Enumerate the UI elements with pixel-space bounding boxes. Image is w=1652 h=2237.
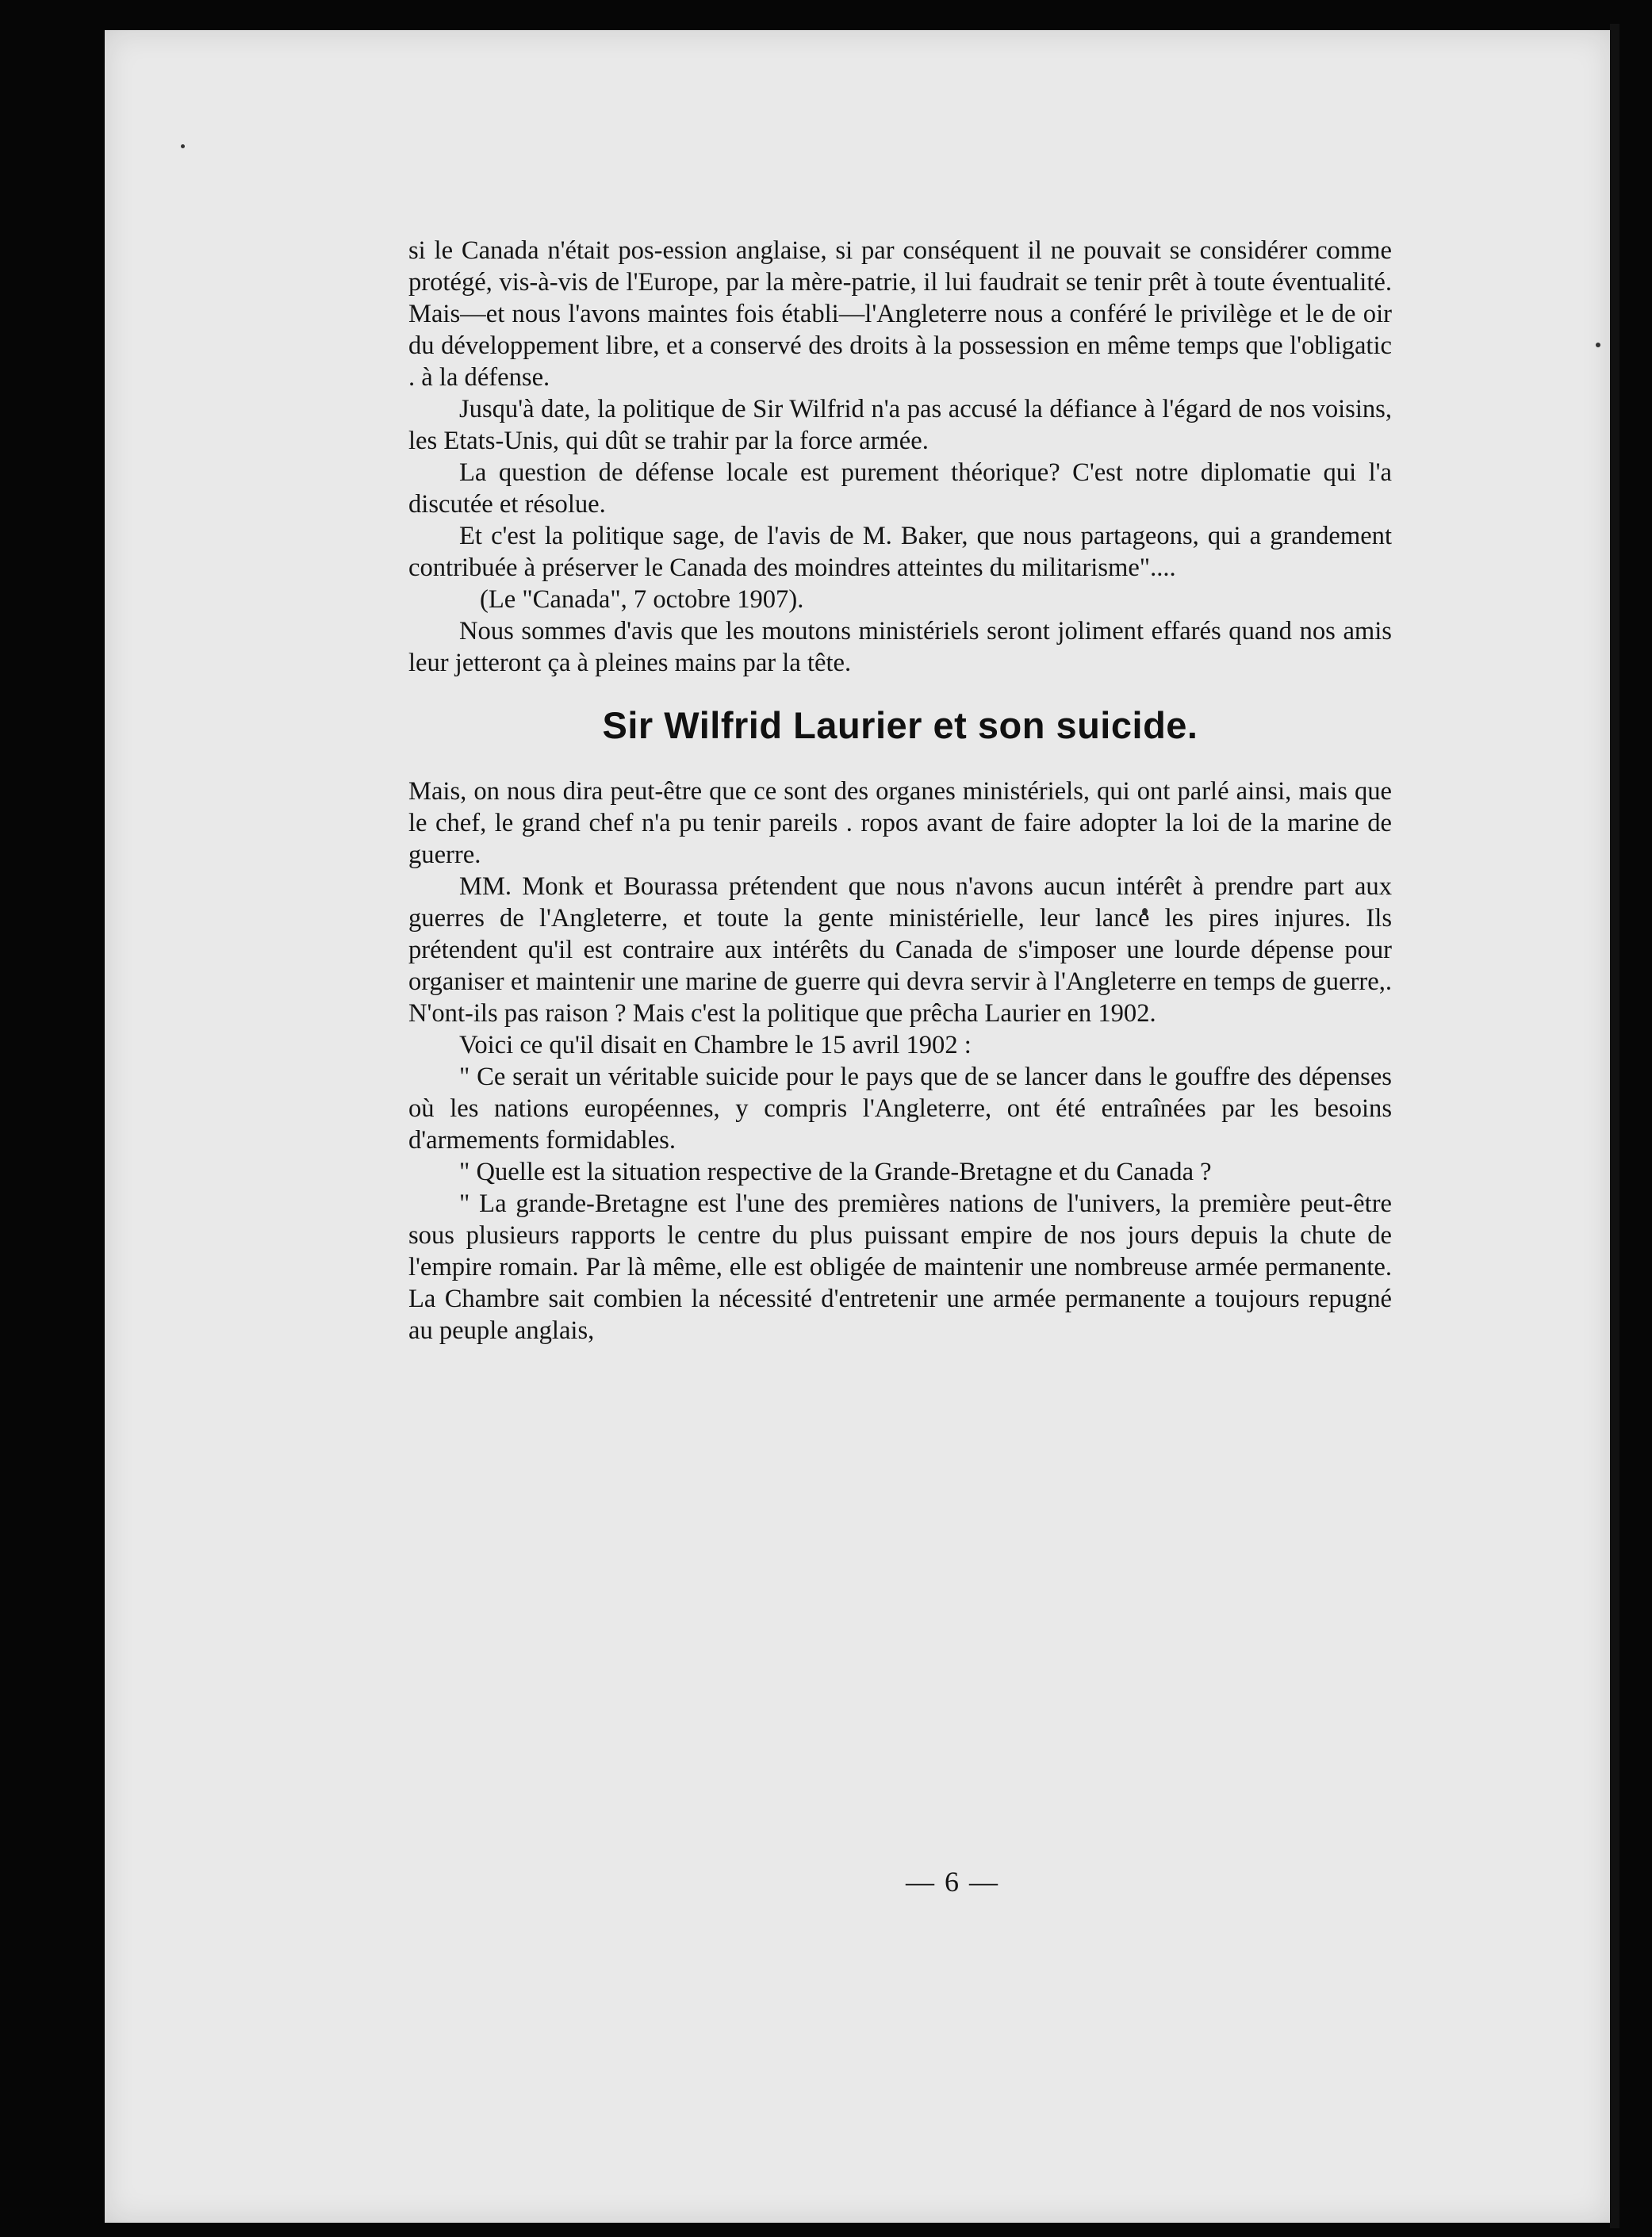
quote-paragraph: " Quelle est la situation respective de la Grande-Bretagne et du Canada ? xyxy=(459,1158,1212,1186)
scan-speck xyxy=(181,144,185,148)
quote-paragraph: " Ce serait un véritable suicide pour le pays que de se lancer dans le gouffre des dépenses où les nations européennes, y compris l'Angleterre, ont été entraînées par les besoins d'armements formidables. xyxy=(408,1063,1392,1155)
paragraph: Et c'est la politique sage, de l'avis de M. Baker, que nous partageons, qui a grandement contribuée à préserver le Canada des moindres atteintes du militarisme".... xyxy=(408,522,1392,582)
quote-paragraph: " La grande-Bretagne est l'une des premières nations de l'univers, la première peut-être sous plusieurs rapports le centre du plus puissant empire de nos jours depuis la chute de l'empire romain. Par là même, elle est obligée de maintenir une nombreuse armée permanente. La Chambre sait combien la nécessité d'entretenir une armée permanente a toujours repugné au peuple anglais, xyxy=(408,1189,1392,1345)
citation: (Le "Canada", 7 octobre 1907). xyxy=(480,585,804,614)
paragraph: si le Canada n'était pos-ession anglaise, si par conséquent il ne pouvait se considérer comme protégé, vis-à-vis de l'Europe, par la mère-patrie, il lui faudrait se tenir prêt à toute éventualité. Mais—et nous l'avons maintes fois établi—l'Angleterre nous a conféré le privilège et le de oir du développement libre, et a conservé des droits à la possession en même temps que l'obligatic . à la défense. xyxy=(408,236,1392,392)
paragraph: Mais, on nous dira peut-être que ce sont des organes ministériels, qui ont parlé ainsi, mais que le chef, le grand chef n'a pu tenir pareils . ropos avant de faire adopter la loi de la marine de guerre. xyxy=(408,777,1392,869)
paragraph: Nous sommes d'avis que les moutons ministériels seront joliment effarés quand nos amis leur jetteront ça à pleines mains par la tête. xyxy=(408,617,1392,677)
article-body xyxy=(408,235,1392,1346)
paragraph: La question de défense locale est purement théorique? C'est notre diplomatie qui l'a discutée et résolue. xyxy=(408,458,1392,519)
section-heading: Sir Wilfrid Laurier et son suicide. xyxy=(602,704,1198,746)
paragraph: Jusqu'à date, la politique de Sir Wilfrid n'a pas accusé la défiance à l'égard de nos voisins, les Etats-Unis, qui dût se trahir par la force armée. xyxy=(408,395,1392,455)
paragraph: MM. Monk et Bourassa prétendent que nous n'avons aucun intérêt à prendre part aux guerres de l'Angleterre, et toute la gente ministérielle, leur lance les pires injures. Ils prétendent qu'il est contraire aux intérêts du Canada de s'imposer une lourde dépense pour organiser et maintenir une marine de guerre qui devra servir à l'Angleterre en temps de guerre,. N'ont-ils pas raison ? Mais c'est la politique que prêcha Laurier en 1902. xyxy=(408,872,1392,1028)
paragraph: Voici ce qu'il disait en Chambre le 15 avril 1902 : xyxy=(459,1031,972,1059)
page-number: — 6 — xyxy=(906,1866,999,1898)
scan-speck xyxy=(1596,343,1600,347)
page-edge-shadow xyxy=(1610,24,1619,2228)
